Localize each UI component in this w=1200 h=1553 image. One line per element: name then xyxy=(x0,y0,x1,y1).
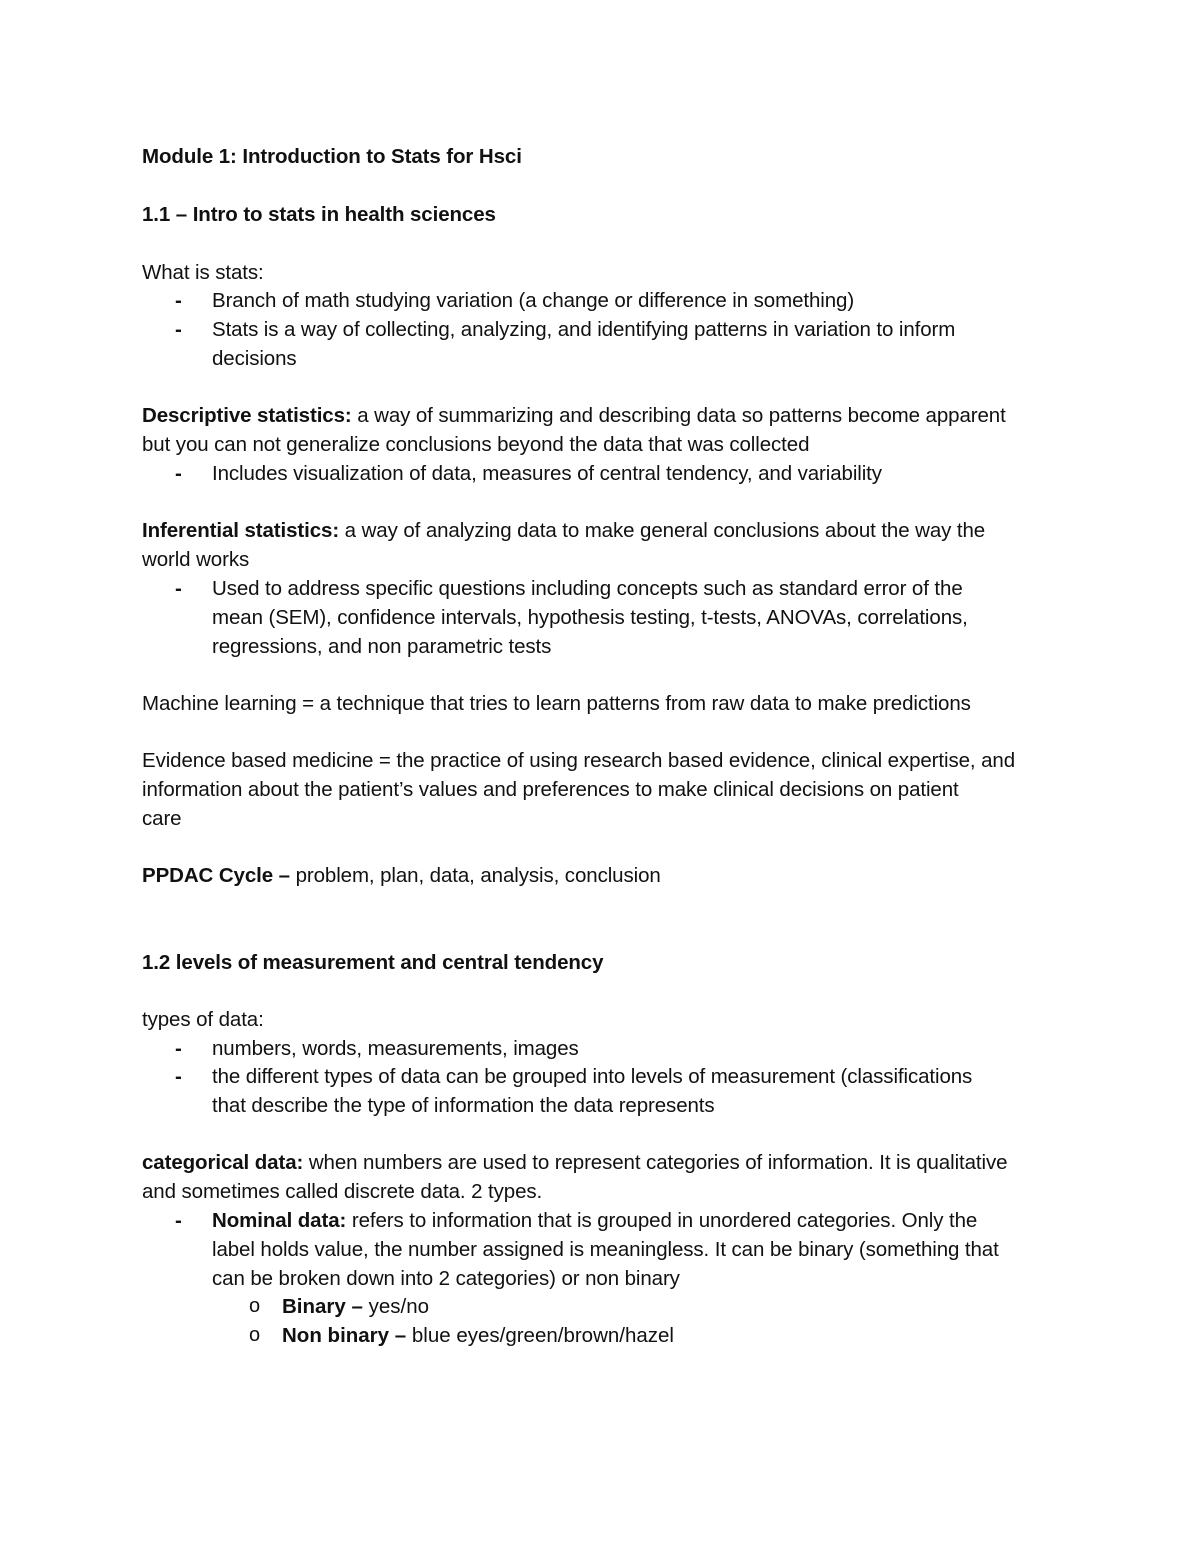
categorical-definition xyxy=(142,1148,1007,1177)
bullet-dash: - xyxy=(175,1209,182,1232)
binary-text: yes/no xyxy=(362,1295,430,1318)
bullet-item: the different types of data can be grouped into levels of measurement (classifications xyxy=(212,1065,973,1088)
bullet-dash: - xyxy=(175,318,182,341)
bullet-item: numbers, words, measurements, images xyxy=(212,1037,579,1060)
nominal-text: refers to information that is grouped in unordered categories. Only the xyxy=(346,1209,978,1232)
bullet-dash: - xyxy=(175,1065,182,1088)
bullet-item: Used to address specific questions including concepts such as standard error of the xyxy=(212,577,963,600)
document-title: Module 1: Introduction to Stats for Hsci xyxy=(142,145,522,168)
ppdac-term: PPDAC Cycle – xyxy=(142,864,290,887)
inferential-term: Inferential statistics: xyxy=(142,519,340,542)
section-heading-1-1: 1.1 – Intro to stats in health sciences xyxy=(142,203,496,226)
bullet-dash: - xyxy=(175,1037,182,1060)
inferential-definition xyxy=(142,516,985,545)
ebm-definition: Evidence based medicine = the practice of using research based evidence, clinical expertise, and xyxy=(142,749,1015,772)
ebm-definition-cont: information about the patient’s values and preferences to make clinical decisions on patient xyxy=(142,778,959,801)
ppdac-text: problem, plan, data, analysis, conclusion xyxy=(289,864,661,887)
nominal-definition-cont: can be broken down into 2 categories) or non binary xyxy=(212,1267,680,1290)
ppdac-definition xyxy=(142,861,661,890)
bullet-item-continuation: regressions, and non parametric tests xyxy=(212,635,552,658)
non-binary-term: Non binary – xyxy=(282,1324,407,1347)
descriptive-text: a way of summarizing and describing data so patterns become apparent xyxy=(351,404,1006,427)
nominal-term: Nominal data: xyxy=(212,1209,347,1232)
section-heading-1-2: 1.2 levels of measurement and central tendency xyxy=(142,951,604,974)
bullet-item: Stats is a way of collecting, analyzing, and identifying patterns in variation to inform xyxy=(212,318,956,341)
what-is-stats-label: What is stats: xyxy=(142,261,264,284)
bullet-item-continuation: that describe the type of information the data represents xyxy=(212,1094,715,1117)
categorical-term: categorical data: xyxy=(142,1151,304,1174)
bullet-item: Branch of math studying variation (a change or difference in something) xyxy=(212,289,855,312)
descriptive-term: Descriptive statistics: xyxy=(142,404,352,427)
categorical-text: when numbers are used to represent categories of information. It is qualitative xyxy=(303,1151,1008,1174)
bullet-dash: - xyxy=(175,462,182,485)
types-of-data-label: types of data: xyxy=(142,1008,264,1031)
sub-bullet-item xyxy=(282,1292,429,1321)
ebm-definition-cont: care xyxy=(142,807,182,830)
bullet-item-continuation: mean (SEM), confidence intervals, hypothesis testing, t-tests, ANOVAs, correlations, xyxy=(212,606,968,629)
descriptive-definition xyxy=(142,401,1006,430)
descriptive-definition-cont: but you can not generalize conclusions beyond the data that was collected xyxy=(142,433,810,456)
non-binary-text: blue eyes/green/brown/hazel xyxy=(406,1324,674,1347)
bullet-item-continuation: decisions xyxy=(212,347,297,370)
machine-learning-definition: Machine learning = a technique that tries to learn patterns from raw data to make predictions xyxy=(142,692,971,715)
bullet-dash: - xyxy=(175,289,182,312)
binary-term: Binary – xyxy=(282,1295,363,1318)
bullet-item: Includes visualization of data, measures of central tendency, and variability xyxy=(212,462,882,485)
bullet-dash: - xyxy=(175,577,182,600)
sub-bullet-circle: o xyxy=(249,1295,261,1317)
inferential-definition-cont: world works xyxy=(142,548,250,571)
inferential-text: a way of analyzing data to make general conclusions about the way the xyxy=(339,519,986,542)
nominal-definition-cont: label holds value, the number assigned is meaningless. It can be binary (something that xyxy=(212,1238,999,1261)
sub-bullet-circle: o xyxy=(249,1324,261,1346)
categorical-definition-cont: and sometimes called discrete data. 2 types. xyxy=(142,1180,543,1203)
nominal-definition xyxy=(212,1206,977,1235)
sub-bullet-item xyxy=(282,1321,674,1350)
